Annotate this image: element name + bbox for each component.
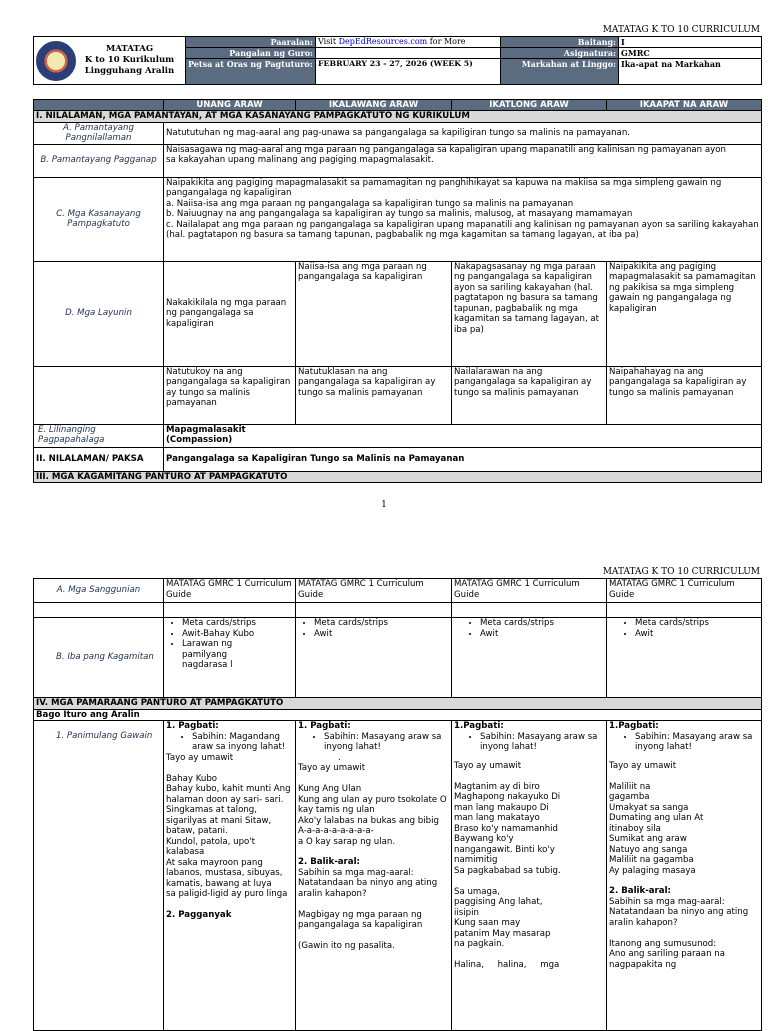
kagamitan-day4 [607, 618, 762, 698]
petsa-value: FEBRUARY 23 - 27, 2026 (WEEK 5) [316, 59, 501, 85]
markahan-value: Ika-apat na Markahan [619, 59, 762, 85]
section-4-heading: IV. MGA PAMARAANG PANTURO AT PAMPAGKATUTO [34, 698, 762, 710]
guro-label: Pangalan ng Guro: [186, 48, 316, 59]
layunin2-day4: Naipahahayag na ang pangangalaga sa kapaligiran ay tungo sa malinis pamayanan [607, 366, 762, 424]
asignatura-label: Asignatura: [501, 48, 619, 59]
col4-line: Natuyo ang sanga [609, 844, 688, 855]
col3-line [454, 950, 604, 961]
depedresources-link[interactable]: DepEdResources.com [338, 37, 428, 46]
layunin2-day1: Natutukoy na ang pangangalaga sa kapaligiran ay tungo sa malinis pamayanan [164, 366, 296, 424]
col2-line: A-a-a-a-a-a-a-a-a- [298, 826, 374, 836]
header-title-cell [34, 37, 186, 85]
col3-line [454, 876, 604, 887]
col3-line: Braso ko'y namamanhid [454, 823, 558, 834]
day-header-3: IKATLONG ARAW [452, 100, 607, 111]
lilinanging-line: (Compassion) [166, 435, 233, 445]
markahan-label: Markahan at Linggo: [501, 59, 619, 85]
col4-line: Umakyat sa sanga Dumating ang ulan At itinaboy sila [609, 802, 704, 834]
pagbati-heading: 1. Pagbati: [298, 721, 351, 731]
pagbati-heading: 1. Pagbati: [166, 721, 219, 731]
day-header-4: IKAAPAT NA ARAW [607, 100, 762, 111]
layunin-day4: Naipakikita ang pagiging mapagmalasakit sa pamamagitan ng pakikisa sa mga simpleng gawain ng pangangalaga ng kapaligiran [607, 261, 762, 366]
col2-line: a O kay sarap ng ulan. [298, 836, 396, 847]
day-header-1: UNANG ARAW [164, 100, 296, 111]
lesson-table-page2 [33, 578, 762, 1031]
nilalaman-label: II. NILALAMAN/ PAKSA [34, 447, 164, 471]
kagamitan-item: • Meta cards/strips [182, 618, 293, 629]
petsa-label: Petsa at Oras ng Pagtuturo: [186, 59, 316, 85]
kagamitan-item: • Meta cards/strips [314, 618, 449, 629]
header-title-line-2: K to 10 Kurikulum [84, 55, 175, 65]
kagamitan-item: • Awit [635, 629, 759, 640]
curriculum-label: MATATAG K TO 10 CURRICULUM [602, 25, 760, 35]
paaralan-value [316, 37, 501, 48]
section-3-heading: III. MGA KAGAMITANG PANTURO AT PAMPAGKATUTO [34, 471, 762, 483]
kagamitan-item: • Awit [314, 629, 449, 640]
col4-line: Tayo ay umawit [609, 760, 677, 771]
kasanayang-line: b. Naiuugnay na ang pangangalaga sa kapaligiran ay tungo sa malinis, malusog, at masayang mamamayan [166, 209, 633, 219]
col4-line2 [609, 928, 759, 939]
asignatura-value: GMRC [619, 48, 762, 59]
kasanayang-line: a. Naiisa-isa ang mga paraan ng pangangalaga sa kapaligiran tungo sa malinis na pamayanan [166, 198, 574, 209]
balik-aral-heading: 2. Balik-aral: [609, 886, 671, 896]
col4-line2: Sabihin sa mga mag-aaral: Natatandaan ba ninyo ang ating aralin kahapon? [609, 896, 749, 928]
sanggunian-day2: MATATAG GMRC 1 Curriculum Guide [296, 579, 452, 603]
col2-line2: Sabihin sa mga mag-aaral: Natatandaan ba ninyo ang ating aralin kahapon? [298, 867, 438, 899]
header-table [33, 36, 762, 85]
panimulang-label: 1. Panimulang Gawain [34, 721, 164, 1031]
layunin2-day3: Nailalarawan na ang pangangalaga sa kapaligiran ay tungo sa malinis pamayanan [452, 366, 607, 424]
panimulang-day4 [607, 721, 762, 1031]
col1-line: Bahay kubo, kahit munti Ang halaman doon ay sari- sari. [166, 784, 291, 805]
pagganyak-heading: 2. Pagganyak [166, 909, 232, 920]
kasanayang-label: C. Mga Kasanayang Pampagkatuto [34, 177, 164, 261]
col3-line: Tayo ay umawit [454, 760, 522, 771]
kasanayang-line: Naipakikita ang pagiging mapagmalasakit sa pamamagitan ng panghihikayat sa kapuwa na makiisa sa mga simpleng gawain ng pangangalaga ng kapaligiran [166, 177, 722, 198]
day-header-blank [34, 100, 164, 111]
spacer [607, 603, 762, 618]
day-header-2: IKALAWANG ARAW [296, 100, 452, 111]
col1-line: At saka mayroon pang labanos, mustasa, sibuyas, kamatis, bawang at luya [166, 857, 283, 889]
header-title-line-3: Lingguhang Aralin [84, 66, 175, 76]
pagbati-bullet: • Sabihin: Magandang araw sa inyong lahat! [192, 732, 293, 753]
kagamitan-day1 [164, 618, 296, 698]
col4-line: Maliliit na gagamba [609, 781, 651, 802]
layunin-label: D. Mga Layunin [34, 261, 164, 366]
kasanayang-line: c. Nailalapat ang mga paraan ng pangangalaga sa kapaligiran upang mapanatili ang kalinisan ng pamayanan ayon sa sariling kakayahan (hal. pagtatapon ng basura sa tamang tapunan, pagbabalik ng mga kagamitan sa tamang lagayan, at iba pa) [166, 219, 759, 240]
kagamitan-item: • Meta cards/strips [635, 618, 759, 629]
sanggunian-day1: MATATAG GMRC 1 Curriculum Guide [164, 579, 296, 603]
kagamitan-day2 [296, 618, 452, 698]
paaralan-label: Paaralan: [186, 37, 316, 48]
kagamitan-item: • Meta cards/strips [480, 618, 604, 629]
col1-line: Kundol, patola, upo't kalabasa [166, 836, 256, 857]
guro-value [316, 48, 501, 59]
col3-line [454, 771, 604, 782]
col2-line: Tayo ay umawit [298, 763, 366, 773]
col3-line: Magtanim ay di biro Maghapong nakayuko Di man lang makaupo Di man lang makatayo [454, 781, 561, 823]
pagganap-line: Naisasagawa ng mag-aaral ang mga paraan ng pangangalaga sa kapaligiran upang mapanatili ang kalinisan ng pamayanan ayon [166, 144, 726, 155]
panimulang-day1 [164, 721, 296, 1031]
col4-line [609, 771, 759, 782]
panimulang-day2 [296, 721, 452, 1031]
layunin-day3: Nakapagsasanay ng mga paraan ng pangangalaga sa kapaligiran ayon sa sariling kakayahan (hal. pagtatapon ng basura sa tamang tapunan, pagbabalik ng mga kagamitan sa tamang lagayan, at iba pa) [452, 261, 607, 366]
pamantayang-pagganap-text [164, 144, 762, 177]
pagbati-heading: 1.Pagbati: [454, 721, 504, 731]
pamantayang-pangnilalaman-text: Natututuhan ng mag-aaral ang pag-unawa sa pangangalaga sa kapiligiran tungo sa malinis na pamayanan. [164, 122, 762, 144]
sanggunian-label: A. Mga Sanggunian [34, 579, 164, 603]
col1-line [166, 763, 293, 774]
kasanayang-text [164, 177, 762, 261]
header-title-line-1: MATATAG [105, 44, 154, 54]
col3-line: Kung saan may patanim May masarap na pagkain. [454, 918, 551, 949]
col1-line: Tayo ay umawit [166, 752, 234, 763]
col3-line: Halina, halina, mga [454, 960, 560, 970]
spacer [452, 603, 607, 618]
layunin-day1: Nakakikilala ng mga paraan ng pangangalaga sa kapaligiran [164, 261, 296, 366]
paaralan-prefix: Visit [318, 37, 339, 46]
pagbati-bullet: • Sabihin: Masayang araw sa inyong lahat! [635, 732, 759, 753]
spacer [296, 603, 452, 618]
col3-line: Baywang ko'y nangangawit. Binti ko'y namimitig [454, 834, 555, 865]
kagamitan-item: • Larawan ng pamilyang nagdarasa l [182, 639, 242, 671]
pamantayang-pangnilalaman-label: A. Pamantayang Pangnilallaman [34, 122, 164, 144]
lesson-table-page1 [33, 99, 762, 483]
baitang-label: Baitang: [501, 37, 619, 48]
deped-seal-icon [36, 41, 76, 81]
col4-line2: Itanong ang sumusunod: [609, 938, 717, 949]
col2-line2: (Gawin ito ng pasalita. [298, 941, 395, 951]
col3-line: Sa pagkababad sa tubig. [454, 865, 561, 876]
lilinanging-line: Mapagmalasakit [166, 424, 246, 435]
col2-line [298, 774, 449, 785]
section-1-heading: I. NILALAMAN, MGA PAMANTAYAN, AT MGA KASANAYANG PAMPAGKATUTO NG KURIKULUM [34, 111, 762, 123]
sanggunian-day3: MATATAG GMRC 1 Curriculum Guide [452, 579, 607, 603]
balik-aral-heading: 2. Balik-aral: [298, 857, 360, 867]
pagbati-bullet: • Sabihin: Masayang araw sa inyong lahat! [480, 732, 604, 753]
layunin-day2: Naiisa-isa ang mga paraan ng pangangalaga sa kapaligiran [296, 261, 452, 366]
page-number: 1 [381, 500, 387, 510]
col2-line: Kung Ang Ulan [298, 784, 362, 794]
baitang-value: I [619, 37, 762, 48]
layunin2-day2: Natutuklasan na ang pangangalaga sa kapaligiran ay tungo sa malinis pamayanan [296, 366, 452, 424]
panimulang-day3 [452, 721, 607, 1031]
col1-line: Bahay Kubo [166, 773, 218, 784]
pamantayang-pagganap-label: B. Pamantayang Pagganap [34, 144, 164, 177]
lilinanging-value [164, 424, 762, 447]
col1-line: Singkamas at talong, sigarilyas at mani Sitaw, bataw, patani. [166, 805, 272, 836]
bago-ituro-heading: Bago Ituro ang Aralin [34, 709, 762, 721]
pagganap-line: sa kakayahan upang malinang ang pagiging mapagmalasakit. [166, 155, 434, 165]
col2-line2 [298, 931, 449, 942]
col4-line: Sumikat ang araw [609, 834, 687, 844]
col4-line: Maliliit na gagamba Ay palaging masaya [609, 855, 696, 876]
col2-line: . [338, 752, 341, 763]
kagamitan-item: • Awit [480, 629, 604, 640]
col4-line2: Ano ang sariling paraan na nagpapakita ng [609, 949, 725, 970]
kagamitan-item: • Awit-Bahay Kubo [182, 629, 293, 640]
col2-line: Kung ang ulan ay puro tsokolate O kay tamis ng ulan [298, 794, 447, 815]
pagbati-heading: 1.Pagbati: [609, 721, 659, 731]
paaralan-suffix: for More [427, 37, 466, 46]
kagamitan-day3 [452, 618, 607, 698]
layunin-row2-blank [34, 366, 164, 424]
spacer [164, 603, 296, 618]
kagamitan-label: B. Iba pang Kagamitan [34, 618, 164, 698]
col2-line2 [298, 899, 449, 910]
col2-line2: Magbigay ng mga paraan ng pangangalaga sa kapaligiran [298, 909, 423, 930]
col1-line: sa paligid-ligid ay puro linga [166, 889, 288, 899]
nilalaman-text: Pangangalaga sa Kapaligiran Tungo sa Malinis na Pamayanan [164, 447, 762, 471]
curriculum-label: MATATAG K TO 10 CURRICULUM [602, 567, 760, 577]
col2-line: Ako'y lalabas na bukas ang bibig [298, 815, 439, 826]
spacer [34, 603, 164, 618]
pagbati-bullet: • Sabihin: Masayang araw sa inyong lahat! [324, 732, 449, 753]
lilinanging-label: E. Lilinanging Pagpapahalaga [34, 424, 164, 447]
col3-line: Sa umaga, paggising Ang lahat, iisipin [454, 886, 543, 918]
sanggunian-day4: MATATAG GMRC 1 Curriculum Guide [607, 579, 762, 603]
